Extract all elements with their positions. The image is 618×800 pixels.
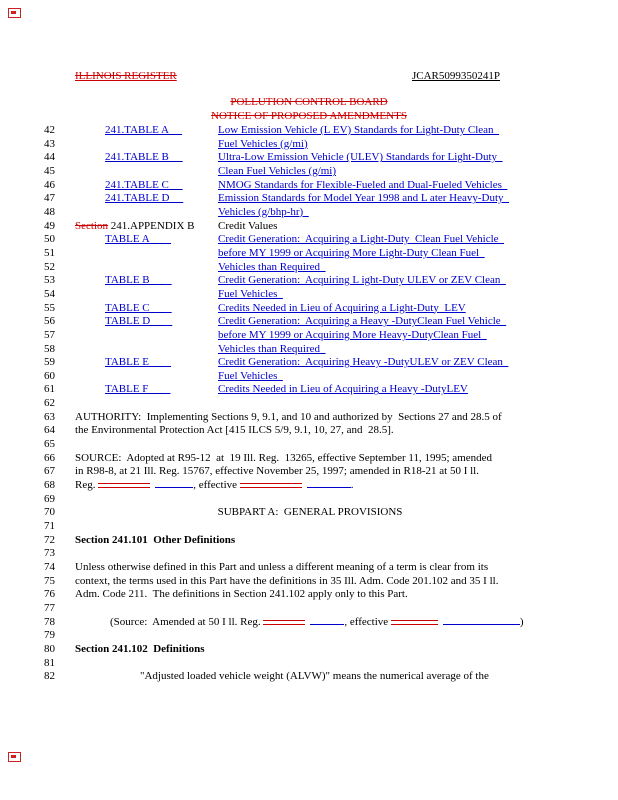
line-number: 68 xyxy=(44,479,55,492)
section-heading: Section 241.102 Definitions xyxy=(75,642,205,655)
paragraph-text: the Environmental Protection Act [415 ILCS 5/9, 9.1, 10, 27, and 28.5]. xyxy=(75,424,394,437)
line-content xyxy=(75,151,560,165)
paragraph-text: Unless otherwise defined in this Part and unless a different meaning of a term is clear from its xyxy=(75,561,489,573)
document-line xyxy=(0,247,618,261)
table-description: Credits Needed in Lieu of Acquiring a Light-Duty LEV xyxy=(218,301,466,314)
table-description: Ultra-Low Emission Vehicle (ULEV) Standards for Light-Duty xyxy=(218,151,503,164)
table-description: Vehicles (g/bhp-hr) xyxy=(218,205,309,218)
line-content xyxy=(75,247,560,261)
document-line xyxy=(0,561,618,575)
deleted-blank-line xyxy=(98,479,150,488)
line-number: 58 xyxy=(44,342,55,355)
line-number: 52 xyxy=(44,260,55,273)
document-line xyxy=(0,151,618,165)
line-number: 44 xyxy=(44,151,55,164)
line-number: 79 xyxy=(44,629,55,642)
line-content xyxy=(75,302,560,316)
line-number: 71 xyxy=(44,520,55,533)
table-description: Credits Needed in Lieu of Acquiring a Heavy -DutyLEV xyxy=(218,383,468,396)
line-number: 51 xyxy=(44,246,55,259)
document-line xyxy=(0,602,618,616)
paragraph-text: , effective xyxy=(193,479,240,492)
table-description: Clean Fuel Vehicles (g/mi) xyxy=(218,164,337,177)
line-number: 43 xyxy=(44,137,55,150)
document-line xyxy=(0,370,618,384)
source-note-text: , effective xyxy=(344,615,391,628)
line-number: 48 xyxy=(44,205,55,218)
line-number: 54 xyxy=(44,287,55,300)
line-content xyxy=(75,356,560,370)
line-number: 70 xyxy=(44,506,55,519)
section-heading: Section 241.101 Other Definitions xyxy=(75,533,236,546)
document-line xyxy=(0,124,618,138)
line-content xyxy=(75,179,560,193)
line-number: 63 xyxy=(44,410,55,423)
document-line xyxy=(0,220,618,234)
table-reference: 241.TABLE D xyxy=(105,192,184,205)
line-content xyxy=(75,424,560,438)
line-number: 81 xyxy=(44,656,55,669)
line-number: 64 xyxy=(44,424,55,437)
document-titles xyxy=(0,96,618,123)
appendix-title: Credit Values xyxy=(218,219,278,232)
table-description: Credit Generation: Acquiring L ight-Duty ULEV or ZEV Clean xyxy=(218,274,506,287)
document-line xyxy=(0,534,618,548)
line-number: 47 xyxy=(44,192,55,205)
table-description: before MY 1999 or Acquiring More Heavy-DutyClean Fuel xyxy=(218,328,487,341)
document-line xyxy=(0,274,618,288)
document-line xyxy=(0,588,618,602)
document-line xyxy=(0,424,618,438)
document-line xyxy=(0,233,618,247)
line-content xyxy=(75,315,560,329)
line-content xyxy=(75,192,560,206)
table-description: Low Emission Vehicle (L EV) Standards for Light-Duty Clean xyxy=(218,124,500,136)
table-description: before MY 1999 or Acquiring More Light-Duty Clean Fuel xyxy=(218,246,485,259)
document-line xyxy=(0,179,618,193)
line-number: 57 xyxy=(44,328,55,341)
document-line xyxy=(0,302,618,316)
line-number: 66 xyxy=(44,451,55,464)
line-content xyxy=(75,165,560,179)
table-reference: 241.TABLE B xyxy=(105,151,183,164)
table-description: Fuel Vehicles (g/mi) xyxy=(218,137,308,150)
table-description: Vehicles than Required xyxy=(218,342,326,355)
line-content xyxy=(75,220,560,234)
line-content xyxy=(75,657,560,671)
table-description: Vehicles than Required xyxy=(218,260,326,273)
document-line xyxy=(0,506,618,520)
line-content xyxy=(75,561,560,575)
paragraph-text: SOURCE: Adopted at R95-12 at 19 Ill. Reg. 13265, effective September 11, 1995; amended xyxy=(75,451,493,464)
document-line xyxy=(0,520,618,534)
line-content xyxy=(75,493,560,507)
document-line xyxy=(0,343,618,357)
document-line xyxy=(0,138,618,152)
table-description: Credit Generation: Acquiring a Heavy -DutyClean Fuel Vehicle xyxy=(218,315,507,328)
table-description: Fuel Vehicles xyxy=(218,287,283,300)
table-description: Emission Standards for Model Year 1998 and L ater Heavy-Duty xyxy=(218,192,510,205)
document-line xyxy=(0,547,618,561)
line-content xyxy=(75,575,560,589)
inserted-blank-line xyxy=(310,616,344,625)
line-content xyxy=(75,520,560,534)
line-content xyxy=(75,479,560,493)
line-content xyxy=(75,383,560,397)
line-number: 77 xyxy=(44,601,55,614)
document-line xyxy=(0,192,618,206)
appendix-reference: 241.APPENDIX B xyxy=(108,219,195,232)
line-content xyxy=(75,329,560,343)
line-number: 72 xyxy=(44,533,55,546)
line-number: 60 xyxy=(44,369,55,382)
table-reference: TABLE A xyxy=(105,233,172,246)
document-line xyxy=(0,438,618,452)
page-header xyxy=(75,70,500,82)
table-description: Credit Generation: Acquiring Heavy -DutyULEV or ZEV Clean xyxy=(218,356,509,369)
document-line xyxy=(0,670,618,684)
line-number: 65 xyxy=(44,438,55,451)
document-line xyxy=(0,465,618,479)
document-line xyxy=(0,575,618,589)
document-line xyxy=(0,206,618,220)
document-line xyxy=(0,261,618,275)
document-line xyxy=(0,397,618,411)
line-content xyxy=(75,506,545,520)
annotation-marker-icon xyxy=(8,8,21,18)
line-number: 50 xyxy=(44,233,55,246)
paragraph-text: Reg. xyxy=(75,479,99,492)
paragraph-text: . xyxy=(350,479,354,492)
table-reference: 241.TABLE C xyxy=(105,178,183,191)
document-line xyxy=(0,452,618,466)
jcar-code: JCAR5099350241P xyxy=(411,70,500,82)
table-description: Fuel Vehicles xyxy=(218,369,283,382)
deleted-blank-line xyxy=(263,616,305,625)
line-number: 59 xyxy=(44,356,55,369)
line-content xyxy=(75,629,560,643)
document-line xyxy=(0,165,618,179)
line-number: 73 xyxy=(44,547,55,560)
document-line xyxy=(0,383,618,397)
numbered-lines xyxy=(0,124,618,684)
definition-text: "Adjusted loaded vehicle weight (ALVW)" means the numerical average of the xyxy=(140,670,489,683)
inserted-blank-line xyxy=(443,616,520,625)
table-reference: TABLE D xyxy=(105,315,173,328)
line-number: 55 xyxy=(44,301,55,314)
line-content xyxy=(75,616,560,630)
line-number: 78 xyxy=(44,615,55,628)
line-content xyxy=(75,274,560,288)
line-content xyxy=(75,588,560,602)
document-line xyxy=(0,411,618,425)
line-content xyxy=(75,370,560,384)
line-content xyxy=(75,643,560,657)
document-line xyxy=(0,657,618,671)
line-number: 42 xyxy=(44,124,55,136)
line-content xyxy=(75,670,560,684)
line-content xyxy=(75,138,560,152)
document-line xyxy=(0,616,618,630)
inserted-blank-line xyxy=(307,479,351,488)
line-number: 53 xyxy=(44,274,55,287)
line-number: 76 xyxy=(44,588,55,601)
line-number: 80 xyxy=(44,642,55,655)
line-content xyxy=(75,233,560,247)
deleted-word: Section xyxy=(75,219,108,232)
line-content xyxy=(75,547,560,561)
line-number: 62 xyxy=(44,397,55,410)
line-content xyxy=(75,602,560,616)
document-line xyxy=(0,329,618,343)
document-line xyxy=(0,315,618,329)
deleted-blank-line xyxy=(240,479,302,488)
line-content xyxy=(75,534,560,548)
line-number: 61 xyxy=(44,383,55,396)
register-title: ILLINOIS REGISTER xyxy=(75,70,177,82)
table-description: Credit Generation: Acquiring a Light-Duty Clean Fuel Vehicle xyxy=(218,233,505,246)
subpart-heading: SUBPART A: GENERAL PROVISIONS xyxy=(217,506,403,519)
board-title: POLLUTION CONTROL BOARD xyxy=(230,96,388,108)
paragraph-text: context, the terms used in this Part have the definitions in 35 Ill. Adm. Code 201.102 and 35 I ll. xyxy=(75,574,499,587)
line-content xyxy=(75,452,560,466)
line-content xyxy=(75,343,560,357)
notice-title: NOTICE OF PROPOSED AMENDMENTS xyxy=(211,109,407,122)
line-content xyxy=(75,465,560,479)
line-number: 56 xyxy=(44,315,55,328)
line-number: 74 xyxy=(44,561,55,573)
paragraph-text: Adm. Code 211. The definitions in Section 241.102 apply only to this Part. xyxy=(75,588,408,601)
deleted-blank-line xyxy=(391,616,438,625)
table-reference: TABLE B xyxy=(105,274,172,287)
table-reference: 241.TABLE A xyxy=(105,124,183,136)
line-content xyxy=(75,288,560,302)
source-note-text: (Source: Amended at 50 I ll. Reg. xyxy=(110,615,264,628)
annotation-marker-icon xyxy=(8,752,21,762)
document-line xyxy=(0,479,618,493)
line-number: 49 xyxy=(44,219,55,232)
table-reference: TABLE C xyxy=(105,301,172,314)
line-number: 82 xyxy=(44,670,55,683)
line-content xyxy=(75,206,560,220)
document-line xyxy=(0,288,618,302)
source-note-text: ) xyxy=(519,615,524,628)
document-line xyxy=(0,356,618,370)
line-content xyxy=(75,261,560,275)
table-reference: TABLE F xyxy=(105,383,171,396)
line-content xyxy=(75,397,560,411)
paragraph-text: in R98-8, at 21 Ill. Reg. 15767, effective November 25, 1997; amended in R18-21 at 50 I ll. xyxy=(75,465,479,478)
line-number: 69 xyxy=(44,492,55,505)
line-number: 45 xyxy=(44,164,55,177)
table-reference: TABLE E xyxy=(105,356,172,369)
line-content xyxy=(75,438,560,452)
document-line xyxy=(0,629,618,643)
line-number: 67 xyxy=(44,465,55,478)
document-line xyxy=(0,493,618,507)
line-number: 46 xyxy=(44,178,55,191)
line-number: 75 xyxy=(44,574,55,587)
table-description: NMOG Standards for Flexible-Fueled and Dual-Fueled Vehicles xyxy=(218,178,508,191)
line-content xyxy=(75,411,560,425)
document-line xyxy=(0,643,618,657)
paragraph-text: AUTHORITY: Implementing Sections 9, 9.1, and 10 and authorized by Sections 27 and 28.5 of xyxy=(75,410,502,423)
line-content xyxy=(75,124,560,138)
inserted-blank-line xyxy=(155,479,193,488)
